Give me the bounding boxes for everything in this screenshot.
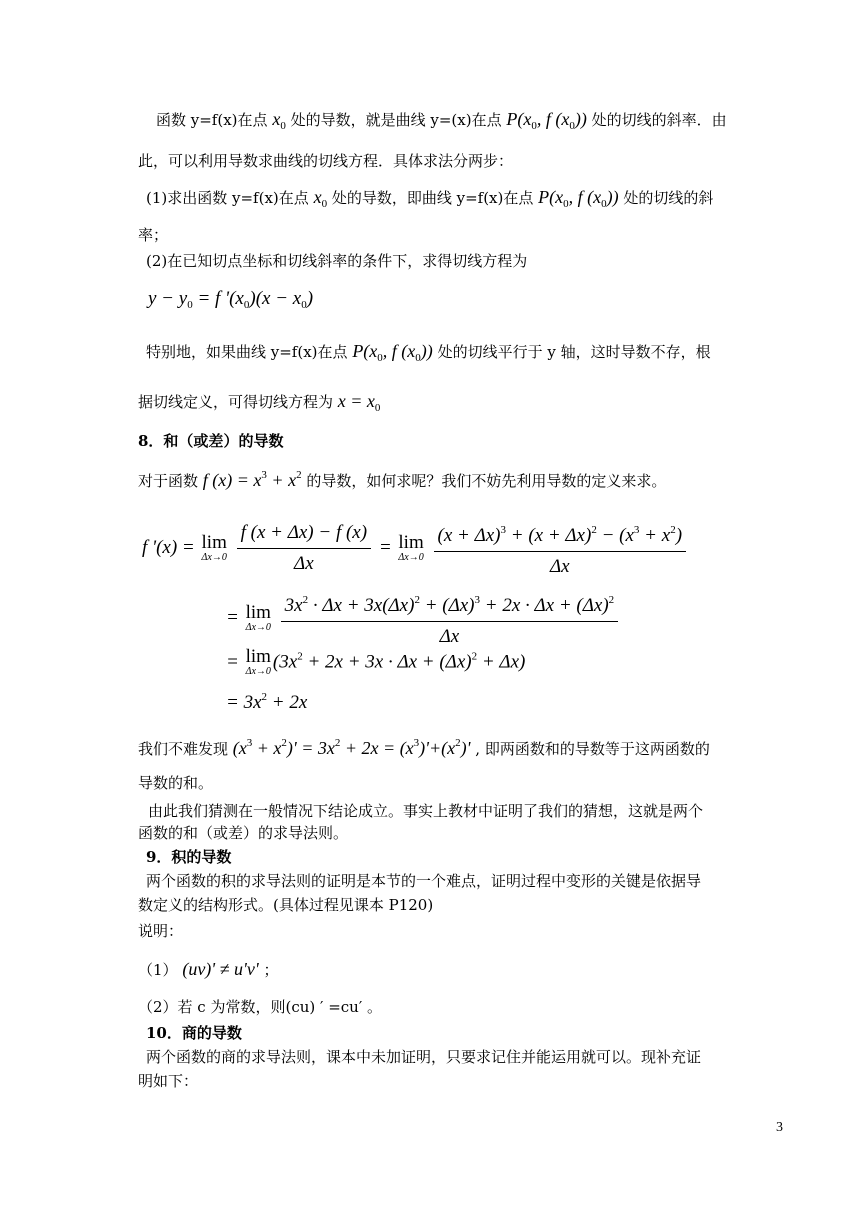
math-function-def: f $(x) = x^3 + x^2$ (202, 469, 302, 490)
text: 特别地，如果曲线 y=f(x)在点 (146, 343, 348, 361)
math-point-p: $P(x_0$, f $(x_0)$) (538, 187, 619, 210)
derivation-line3: = lim Δx→0 $(3x^2 + 2x + 3x \cdot \Delta x + (\Delta x)^2 + \Delta x)$ (226, 646, 526, 677)
text: 对于函数 (138, 472, 199, 490)
derivation-line2: = lim Δx→0 $\frac{3x^2 \cdot \Delta x + 3x(\Delta x)^2 + (\Delta x)^3 + 2x \cdot \Delta x + (\Delta x)^2}{\Delta x}$ (226, 588, 621, 649)
text: 我们不难发现 (138, 740, 229, 758)
text: 处的导数，就是曲线 y=(x)在点 (290, 111, 502, 129)
text: 处的切线的斜 (623, 189, 714, 207)
text: 处的切线的斜率．由 (591, 111, 727, 129)
limit-operator: lim Δx→0 (201, 531, 227, 563)
derivation-line4: = $3x^2 + 2x$ (226, 691, 308, 713)
finding-line1 (138, 732, 710, 760)
page-number: 3 (776, 1120, 783, 1135)
step1-line2: 率； (138, 226, 169, 244)
p1-line2: 此，可以利用导数求曲线的切线方程．具体求法分两步： (138, 152, 514, 170)
text: 处的导数，即曲线 y=f(x)在点 (331, 189, 534, 207)
note-item1 (138, 958, 279, 981)
guess-line2: 函数的和（或差）的求导法则。 (138, 824, 349, 842)
note-item2: （2）若 c 为常数，则(cu) ′ =cu′ 。 (138, 998, 382, 1016)
guess-line1: 由此我们猜测在一般情况下结论成立。事实上教材中证明了我们的猜想，这就是两个 (148, 802, 704, 820)
p1-line1 (156, 108, 727, 137)
limit-operator: lim Δx→0 (398, 531, 424, 563)
note-label: 说明： (138, 922, 184, 940)
fraction: $\frac{f (x + \Delta x) - f (x)}{\Delta x}$ (237, 521, 371, 576)
product-line1: 两个函数的积的求导法则的证明是本节的一个难点，证明过程中变形的关键是依据导 (146, 872, 702, 890)
finding-line2: 导数的和。 (138, 774, 214, 792)
text: , 即两函数和的导数等于这两函数的 (475, 740, 710, 758)
fraction: $\frac{(x + \Delta x)^3 + (x + \Delta x)^2 - (x^3 + x^2)}{\Delta x}$ (434, 518, 687, 579)
text: ； (263, 961, 279, 979)
limit-operator: lim Δx→0 (245, 601, 271, 633)
quotient-line1: 两个函数的商的求导法则，课本中未加证明，只要求记住并能运用就可以。现补充证 (146, 1048, 702, 1066)
text: 据切线定义，可得切线方程为 (138, 393, 334, 411)
math-x0: $x_0$ (313, 187, 328, 210)
text: 处的切线平行于 y 轴，这时导数不存，根 (437, 343, 711, 361)
limit-operator: lim Δx→0 (245, 646, 271, 677)
math-sum-derivative: $(x^3 + x^2)' = 3x^2 + 2x = (x^3)'+(x^2)'$ (232, 737, 471, 758)
heading-9: 9．积的导数 (146, 848, 232, 866)
section8-question (138, 464, 666, 492)
tangent-equation: $y - y_0 = f$ '$(x_0)(x - x_0)$ (148, 288, 314, 311)
text: (1)求出函数 y=f(x)在点 (146, 189, 309, 207)
step1-line1 (146, 186, 713, 215)
quotient-line2: 明如下： (138, 1072, 199, 1090)
product-line2: 数定义的结构形式。(具体过程见课本 P120) (138, 896, 434, 914)
text: （1） (138, 961, 178, 979)
heading-8: 8．和（或差）的导数 (138, 432, 284, 450)
math-product-inequality: (uv)' ≠ u'v' (182, 959, 259, 979)
derivation-line1: f '(x) = lim Δx→0 $\frac{f (x + \Delta x) - f (x)}{\Delta x}$ = lim Δx→0 $\frac{(x + \Delta x)^3 + (x + \Delta x)^2 - (x^3 + x^2)}{\Delta x}$ (142, 518, 689, 579)
text: 函数 y=f(x)在点 (156, 111, 268, 129)
heading-10: 10．商的导数 (146, 1024, 242, 1042)
step2: (2)在已知切点坐标和切线斜率的条件下，求得切线方程为 (146, 252, 528, 270)
math-point-p: $P(x_0$, f $(x_0)$) (352, 341, 433, 364)
math-point-p: $P(x_0$, f $(x_0)$) (506, 109, 587, 132)
special-line1 (146, 340, 711, 369)
special-line2 (138, 390, 380, 419)
math-vertical-line: $x = x_0$ (337, 391, 381, 414)
text: 的导数，如何求呢？我们不妨先利用导数的定义来求。 (306, 472, 667, 490)
fraction: $\frac{3x^2 \cdot \Delta x + 3x(\Delta x)^2 + (\Delta x)^3 + 2x \cdot \Delta x + (\Delta x)^2}{\Delta x}$ (281, 588, 618, 649)
math-x0: $x_0$ (272, 109, 286, 132)
